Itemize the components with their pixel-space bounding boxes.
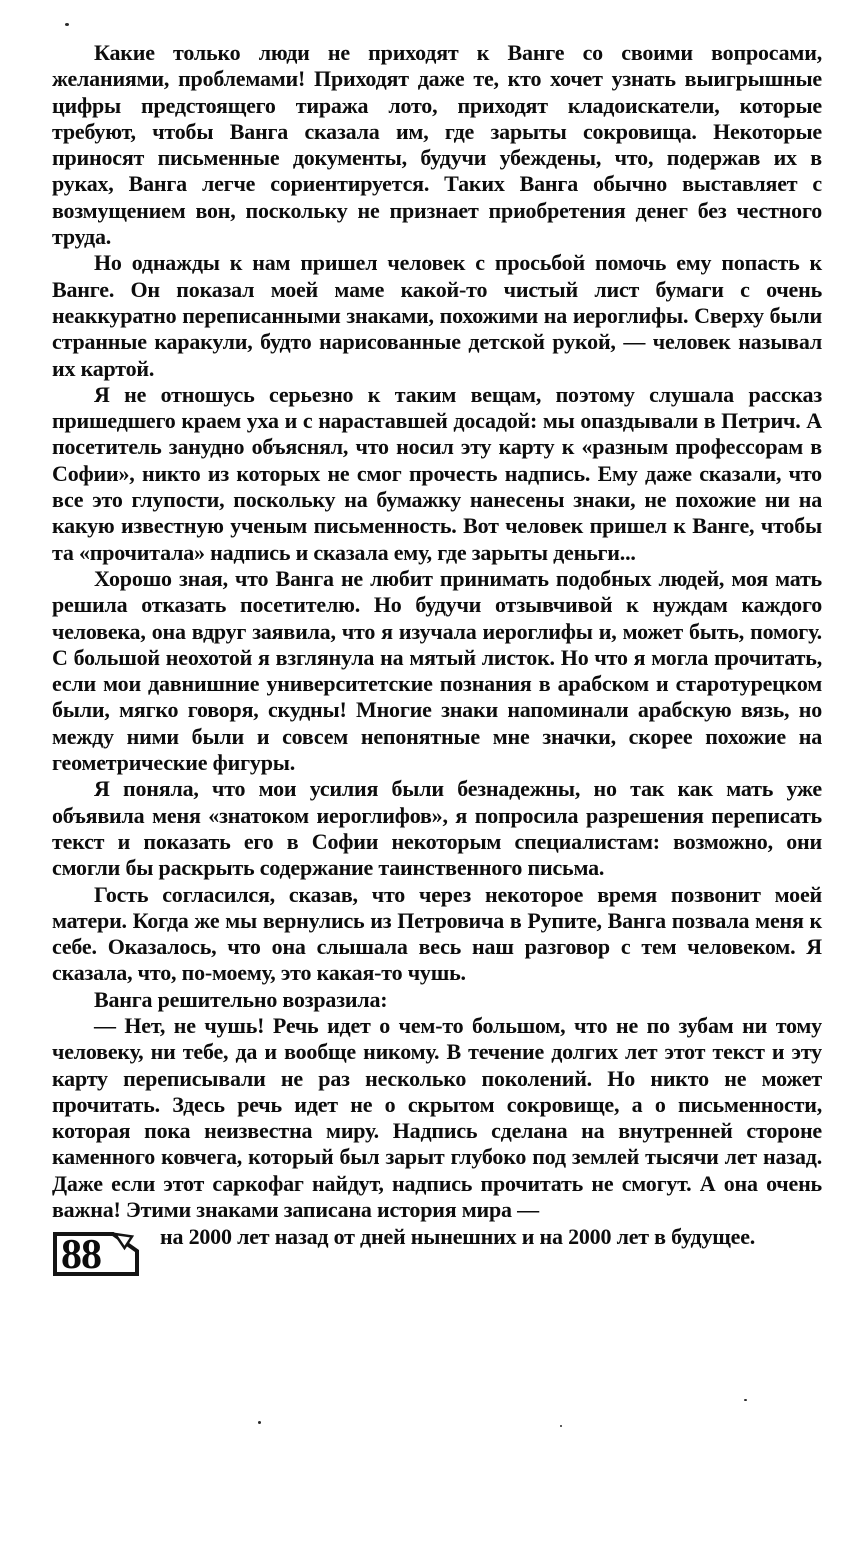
text-column <box>52 40 822 1281</box>
paragraph-5: Я поняла, что мои усилия были безнадежны, но так как мать уже объявила меня «знатоком иероглифов», я попросила разрешения переписать текст и показать его в Софии некоторым специалистам: возможно, они смогли бы раскрыть содержание таинственного письма. <box>52 776 822 881</box>
paragraph-8: — Нет, не чушь! Речь идет о чем-то большом, что не по зубам ни тому человеку, ни тебе, да и вообще никому. В течение долгих лет этот текст и эту карту переписывали не раз несколько поколений. Но никто не может прочитать. Здесь речь идет не о скрытом сокровище, а о письменности, которая пока неизвестна миру. Надпись сделана на внутренней стороне каменного ковчега, который был зарыт глубоко под землей тысячи лет назад. Даже если этот саркофаг найдут, надпись прочитать не смогут. А она очень важна! Этими знаками записана история мира — <box>52 1012 822 1223</box>
paragraph-6: Гость согласился, сказав, что через некоторое время позвонит моей матери. Когда же мы вернулись из Петровича в Рупите, Ванга позвала меня к себе. Оказалось, что она слышала весь наш разговор с тем человеком. Я сказала, что, по-моему, это какая-то чушь. <box>52 881 822 986</box>
paragraph-2: Но однажды к нам пришел человек с просьбой помочь ему попасть к Ванге. Он показал моей маме какой-то чистый лист бумаги с очень неаккуратно переписанными знаками, похожими на иероглифы. Сверху были странные каракули, будто нарисованные детской рукой, — человек называл их картой. <box>52 250 822 381</box>
paragraph-3: Я не отношусь серьезно к таким вещам, поэтому слушала рассказ пришедшего краем уха и с нараставшей досадой: мы опаздывали в Петрич. А посетитель занудно объяснял, что носил эту карту к «разным профессорам в Софии», никто из которых не смог прочесть надпись. Ему даже сказали, что все это глупости, поскольку на бумажку нанесены знаки, не похожие ни на какую известную ученым письменность. Вот человек пришел к Ванге, чтобы та «прочитала» надпись и сказала ему, где зарыты деньги... <box>52 381 822 565</box>
paragraph-1: Какие только люди не приходят к Ванге со своими вопросами, желаниями, проблемами! Приходят даже те, кто хочет узнать выигрышные цифры предстоящего тиража лото, приходят кладоискатели, которые требуют, чтобы Ванга сказала им, где зарыты сокровища. Некоторые приносят письменные документы, будучи убеждены, что, подержав их в руках, Ванга легче сориентируется. Таких Ванга обычно выставляет с возмущением вон, поскольку не признает приобретения денег без честного труда. <box>52 40 822 250</box>
paragraph-8-continuation: на 2000 лет назад от дней нынешних и на 2000 лет в будущее. <box>160 1224 756 1250</box>
page-number: 88 <box>61 1231 101 1278</box>
scan-speck <box>258 1421 261 1424</box>
footer-block <box>52 1224 822 1281</box>
page-number-box <box>52 1231 140 1277</box>
scan-speck <box>744 1399 747 1401</box>
scan-speck <box>65 23 69 26</box>
scan-speck <box>560 1425 562 1427</box>
paragraph-4: Хорошо зная, что Ванга не любит принимать подобных людей, моя мать решила отказать посетителю. Но будучи отзывчивой к нуждам каждого человека, она вдруг заявила, что я изучала иероглифы и, может быть, помогу. С большой неохотой я взглянула на мятый листок. Но что я могла прочитать, если мои давнишние университетские познания в арабском и старотурецком были, мягко говоря, скудны! Многие знаки напоминали арабскую вязь, но между ними были и совсем непонятные мне значки, скорее похожие на геометрические фигуры. <box>52 565 822 776</box>
paragraph-7: Ванга решительно возразила: <box>94 986 388 1012</box>
